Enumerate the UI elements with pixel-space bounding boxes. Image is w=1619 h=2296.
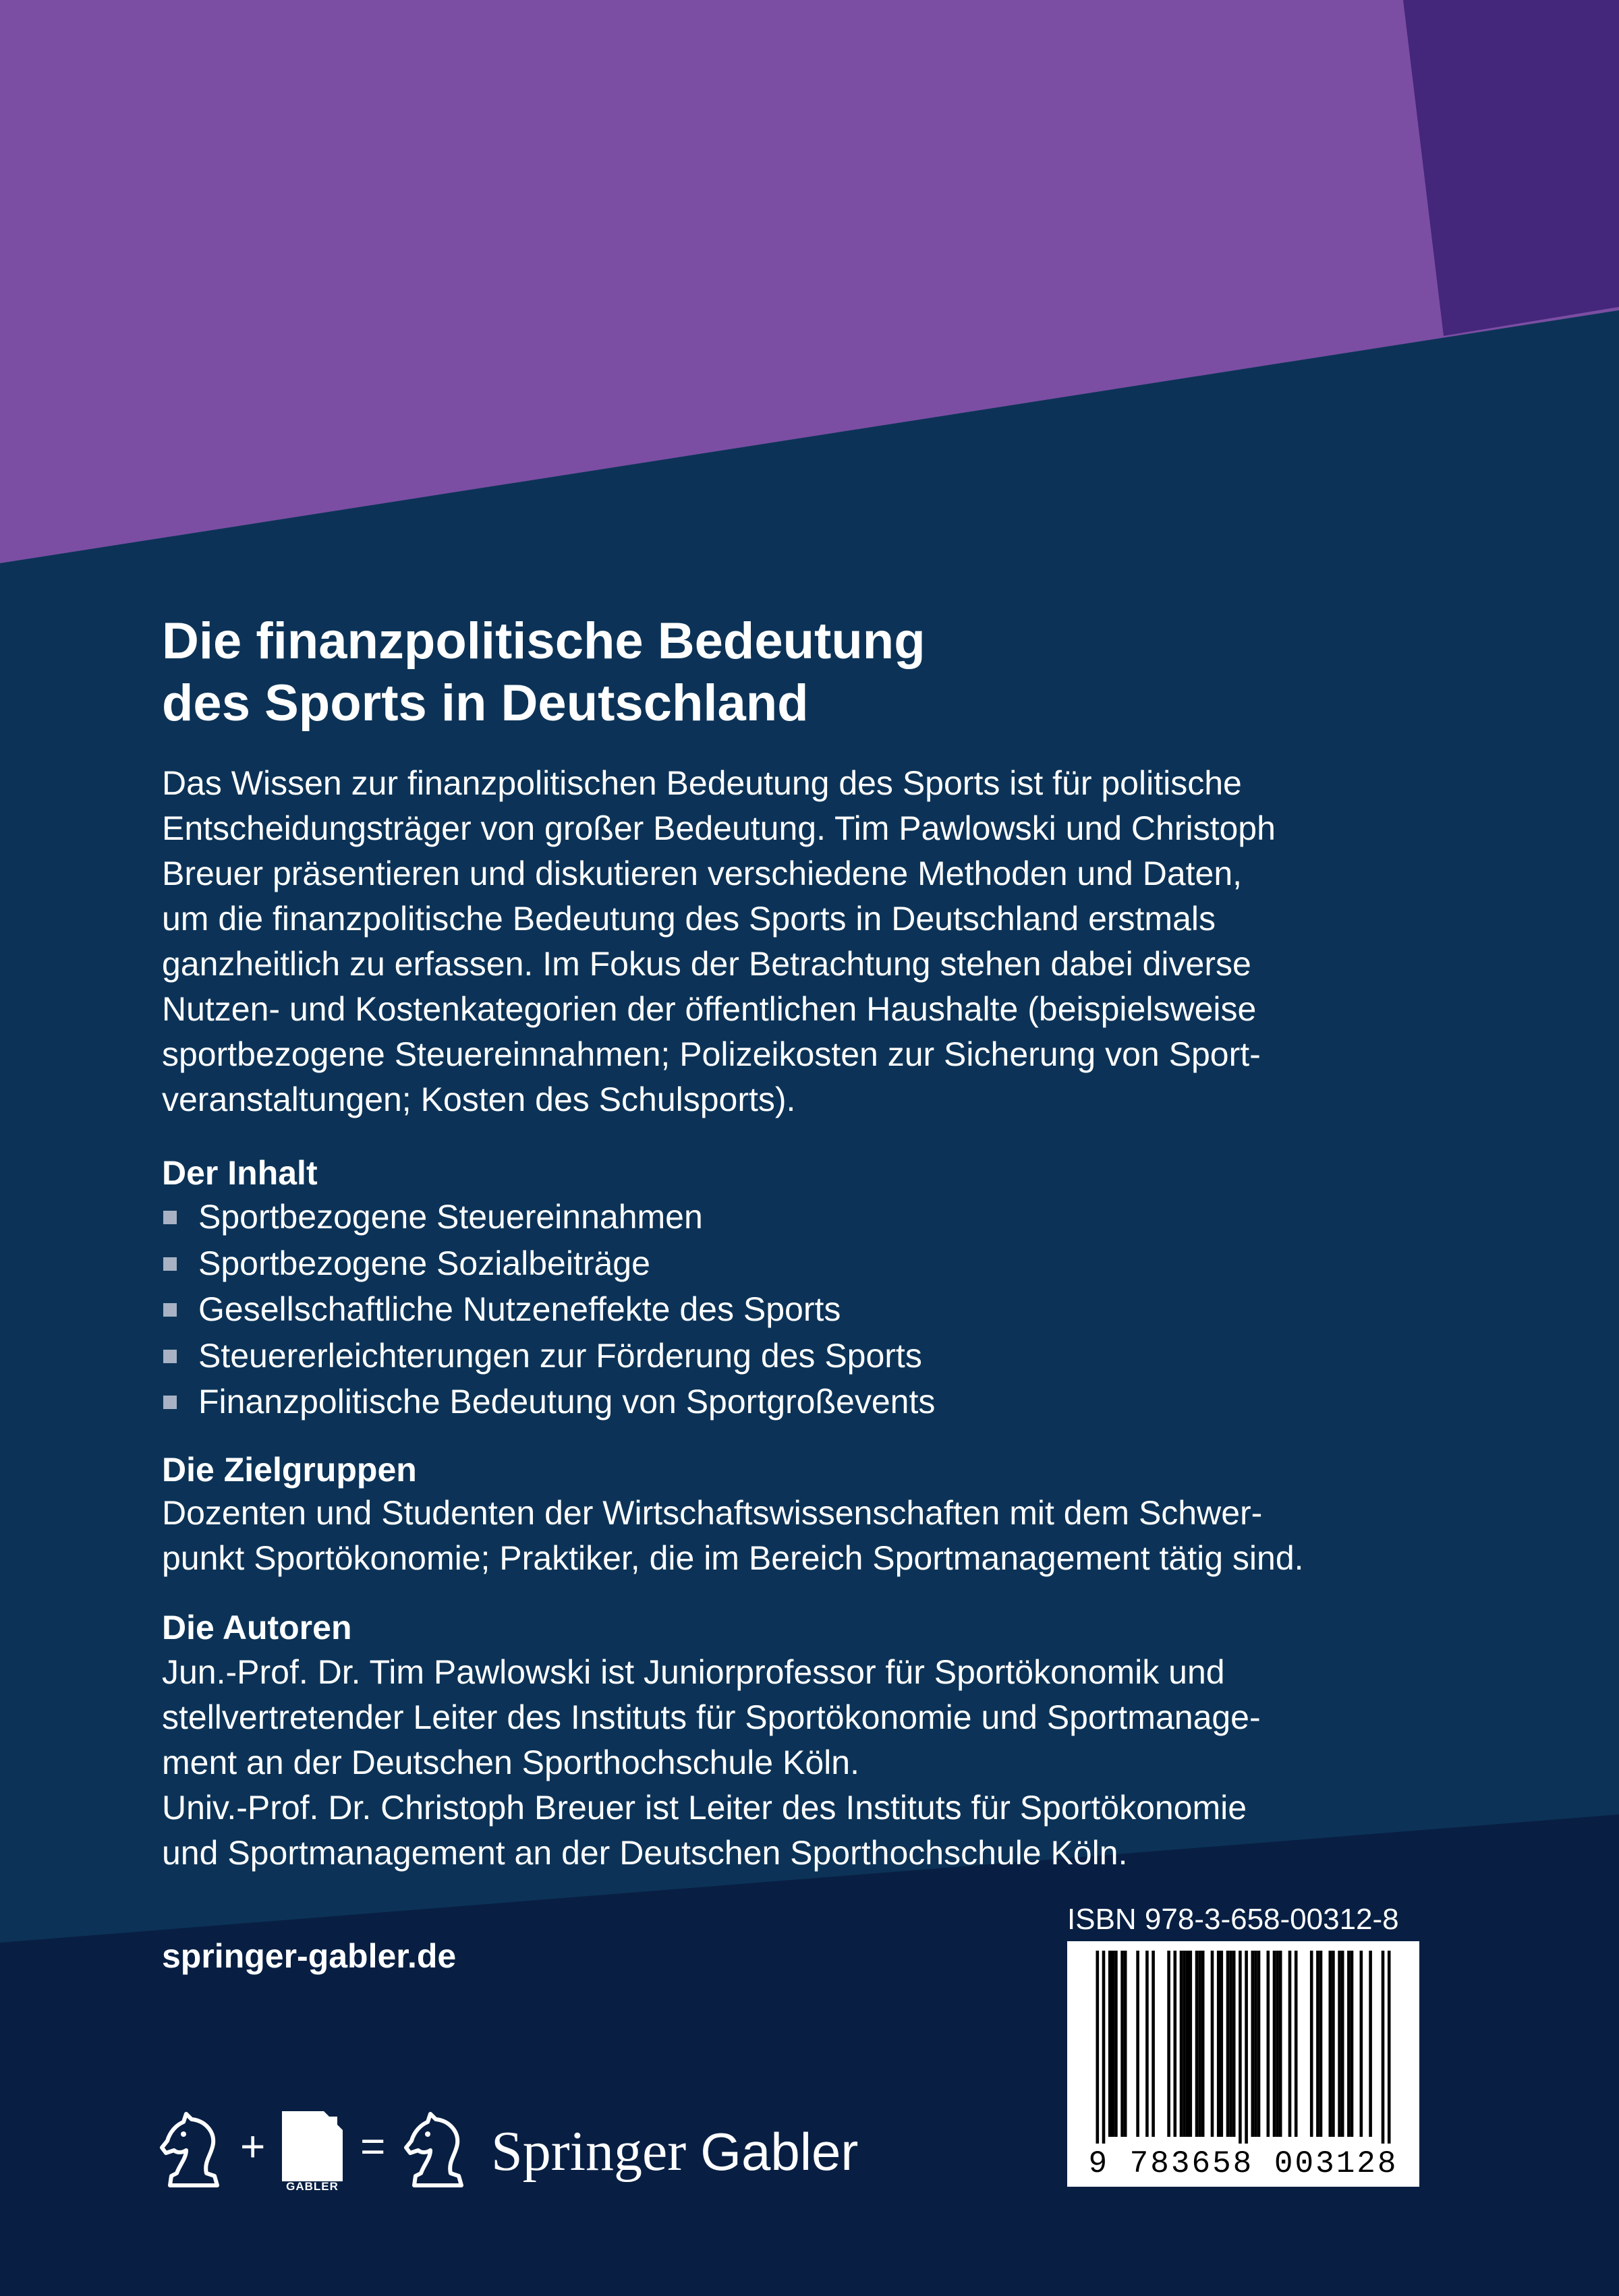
description-line: ganzheitlich zu erfassen. Im Fokus der Betrachtung stehen dabei diverse — [162, 945, 1251, 983]
book-title — [162, 610, 1444, 735]
square-bullet-icon — [163, 1257, 177, 1271]
description-line: Das Wissen zur finanzpolitischen Bedeutung des Sports ist für politische — [162, 764, 1242, 802]
book-description — [162, 761, 1430, 1122]
barcode-bar — [1273, 1951, 1276, 2137]
barcode-bar — [1217, 1951, 1220, 2137]
barcode-bar — [1174, 1951, 1177, 2137]
square-bullet-icon — [163, 1396, 177, 1409]
square-bullet-icon — [163, 1303, 177, 1317]
barcode-bar — [1347, 1951, 1351, 2137]
barcode-bar — [1388, 1951, 1391, 2144]
brand-springer: Springer — [491, 2120, 687, 2183]
barcode-bar — [1316, 1951, 1319, 2137]
barcode-bar — [1267, 1951, 1270, 2137]
authors-text — [162, 1650, 1430, 1876]
barcode-bar — [1186, 1951, 1189, 2137]
square-bullet-icon — [163, 1350, 177, 1363]
barcode-bar — [1120, 1951, 1124, 2137]
audience-text — [162, 1491, 1430, 1581]
barcode-bar — [1232, 1951, 1236, 2137]
list-item — [162, 1194, 935, 1240]
barcode-bar — [1341, 1951, 1344, 2137]
barcode-bar — [1319, 1951, 1323, 2137]
barcode-bar — [1254, 1951, 1257, 2137]
gabler-logo-icon — [282, 2111, 343, 2185]
springer-knight-icon — [157, 2111, 231, 2192]
barcode-digits: 9 783658 003128 — [1088, 2146, 1398, 2181]
plus-sign: + — [240, 2122, 266, 2171]
barcode-bar — [1183, 1951, 1186, 2137]
barcode-bar — [1114, 1951, 1118, 2137]
audience-line: punkt Sportökonomie; Praktiker, die im Bereich Sportmanagement tätig sind. — [162, 1539, 1304, 1577]
authors-line: und Sportmanagement an der Deutschen Sporthochschule Köln. — [162, 1834, 1128, 1872]
springer-knight-icon — [401, 2111, 475, 2192]
barcode-bar — [1369, 1951, 1372, 2137]
list-item-label: Sportbezogene Steuereinnahmen — [198, 1198, 703, 1236]
barcode-bar — [1136, 1951, 1139, 2137]
list-item — [162, 1379, 935, 1425]
contents-list — [162, 1194, 935, 1425]
contents-heading: Der Inhalt — [162, 1154, 318, 1192]
barcode-bar — [1276, 1951, 1279, 2137]
barcode-bars — [1067, 1941, 1419, 2144]
barcode-bar — [1257, 1951, 1261, 2137]
square-bullet-icon — [163, 1211, 177, 1224]
gabler-label: GABLER — [286, 2180, 339, 2193]
list-item — [162, 1286, 935, 1333]
barcode-bar — [1332, 1951, 1335, 2137]
barcode-bar — [1102, 1951, 1106, 2144]
barcode-bar — [1124, 1951, 1127, 2137]
list-item — [162, 1240, 935, 1287]
isbn-label: ISBN 978-3-658-00312-8 — [1067, 1903, 1399, 1936]
barcode-bar — [1295, 1951, 1298, 2137]
list-item-label: Sportbezogene Sozialbeiträge — [198, 1244, 650, 1282]
website-link[interactable]: springer-gabler.de — [162, 1937, 457, 1975]
barcode-bar — [1360, 1951, 1363, 2137]
publisher-logos — [157, 2104, 912, 2206]
springer-gabler-wordmark — [491, 2118, 858, 2185]
audience-line: Dozenten und Studenten der Wirtschaftswissenschaften mit dem Schwer- — [162, 1494, 1263, 1532]
barcode-bar — [1239, 1951, 1242, 2144]
description-line: sportbezogene Steuereinnahmen; Polizeikosten zur Sicherung von Sport- — [162, 1035, 1261, 1073]
barcode-bar — [1245, 1951, 1248, 2144]
description-line: um die finanzpolitische Bedeutung des Sports in Deutschland erstmals — [162, 900, 1216, 938]
title-line-1: Die finanzpolitische Bedeutung — [162, 612, 926, 670]
description-line: Entscheidungsträger von großer Bedeutung. Tim Pawlowski und Christoph — [162, 809, 1276, 847]
isbn-barcode — [1067, 1941, 1419, 2187]
barcode-bar — [1251, 1951, 1255, 2137]
list-item — [162, 1333, 935, 1379]
barcode-bar — [1189, 1951, 1193, 2137]
description-line: veranstaltungen; Kosten des Schulsports). — [162, 1081, 796, 1118]
authors-line: Jun.-Prof. Dr. Tim Pawlowski ist Juniorprofessor für Sportökonomik und — [162, 1653, 1225, 1691]
description-line: Nutzen- und Kostenkategorien der öffentlichen Haushalte (beispielsweise — [162, 990, 1257, 1028]
brand-gabler: Gabler — [700, 2122, 859, 2181]
audience-heading: Die Zielgruppen — [162, 1451, 417, 1489]
list-item-label: Finanzpolitische Bedeutung von Sportgroßevents — [198, 1383, 936, 1420]
barcode-bar — [1195, 1951, 1199, 2137]
barcode-bar — [1310, 1951, 1313, 2137]
barcode-bar — [1382, 1951, 1385, 2144]
barcode-bar — [1167, 1951, 1170, 2137]
authors-line: Univ.-Prof. Dr. Christoph Breuer ist Leiter des Instituts für Sportökonomie — [162, 1789, 1247, 1827]
description-line: Breuer präsentieren und diskutieren verschiedene Methoden und Daten, — [162, 855, 1243, 892]
barcode-bar — [1096, 1951, 1100, 2144]
authors-line: ment an der Deutschen Sporthochschule Köln. — [162, 1744, 859, 1781]
barcode-bar — [1201, 1951, 1205, 2137]
barcode-bar — [1112, 1951, 1115, 2137]
barcode-bar — [1198, 1951, 1201, 2137]
barcode-bar — [1279, 1951, 1282, 2137]
authors-heading: Die Autoren — [162, 1609, 352, 1646]
list-item-label: Gesellschaftliche Nutzeneffekte des Sports — [198, 1290, 841, 1328]
barcode-bar — [1338, 1951, 1341, 2137]
barcode-bar — [1329, 1951, 1332, 2137]
barcode-bar — [1211, 1951, 1214, 2137]
barcode-bar — [1229, 1951, 1232, 2137]
list-item-label: Steuererleichterungen zur Förderung des Sports — [198, 1336, 922, 1375]
barcode-bar — [1288, 1951, 1292, 2137]
equals-sign: = — [360, 2122, 386, 2171]
barcode-bar — [1108, 1951, 1112, 2137]
barcode-bar — [1351, 1951, 1354, 2137]
title-line-2: des Sports in Deutschland — [162, 675, 809, 732]
barcode-bar — [1226, 1951, 1230, 2137]
barcode-bar — [1180, 1951, 1183, 2137]
barcode-bar — [1220, 1951, 1224, 2137]
barcode-bar — [1152, 1951, 1155, 2137]
authors-line: stellvertretender Leiter des Instituts für Sportökonomie und Sportmanage- — [162, 1698, 1261, 1736]
barcode-bar — [1145, 1951, 1149, 2137]
